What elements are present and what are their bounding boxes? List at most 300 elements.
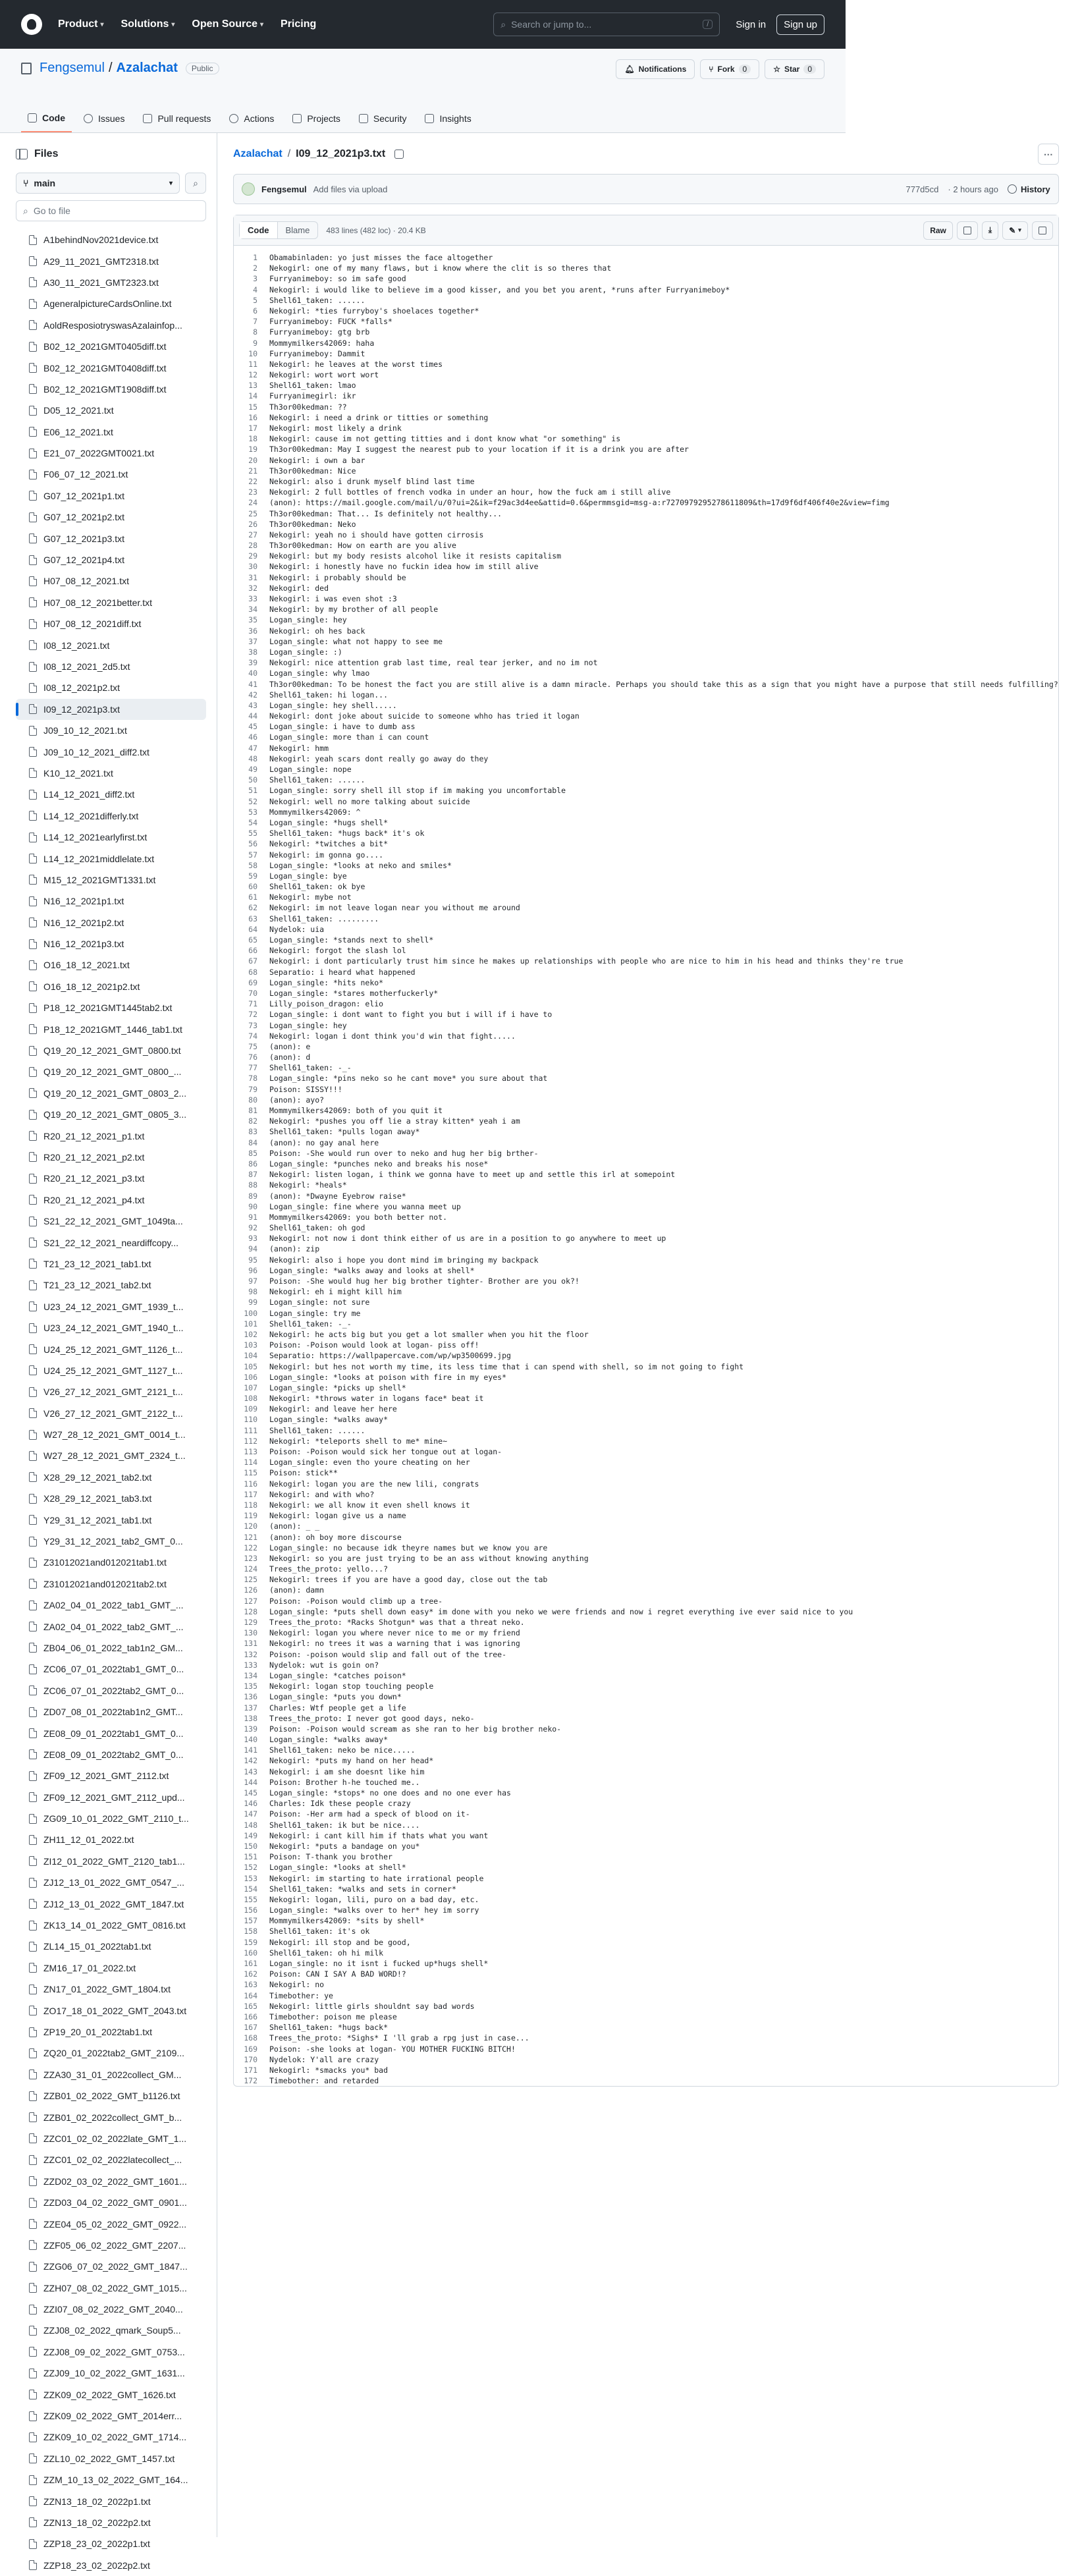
file-tree-item[interactable] (16, 1595, 206, 1616)
line-number[interactable]: 140 (244, 1735, 257, 1745)
file-tree-item[interactable] (16, 422, 206, 443)
file-tree-item[interactable] (16, 891, 206, 912)
line-number[interactable]: 82 (248, 1116, 257, 1126)
line-number[interactable]: 161 (244, 1959, 257, 1968)
file-tree-item[interactable] (16, 912, 206, 933)
file-tree-item[interactable] (16, 613, 206, 634)
file-tree-item[interactable] (16, 2448, 206, 2469)
github-logo-icon[interactable] (21, 14, 42, 35)
line-number[interactable]: 39 (248, 658, 257, 668)
line-number[interactable]: 114 (244, 1458, 257, 1467)
file-tree-item[interactable] (16, 592, 206, 613)
file-tree-item[interactable] (16, 400, 206, 421)
line-number[interactable]: 16 (248, 412, 257, 422)
line-number[interactable]: 12 (248, 370, 257, 380)
line-number[interactable]: 103 (244, 1340, 257, 1350)
line-number[interactable]: 76 (248, 1053, 257, 1062)
line-number[interactable]: 31 (248, 572, 257, 582)
file-tree-item[interactable] (16, 2171, 206, 2192)
line-number[interactable]: 88 (248, 1180, 257, 1190)
tab-security[interactable] (352, 106, 414, 132)
tab-code[interactable] (21, 106, 72, 132)
line-number[interactable]: 91 (248, 1212, 257, 1222)
line-number[interactable]: 54 (248, 817, 257, 827)
file-tree-item[interactable] (16, 1061, 206, 1082)
line-number[interactable]: 146 (244, 1799, 257, 1809)
line-number[interactable]: 116 (244, 1479, 257, 1489)
file-tree-item[interactable] (16, 1104, 206, 1125)
file-tree-item[interactable] (16, 1958, 206, 1979)
line-number[interactable]: 150 (244, 1841, 257, 1851)
line-number[interactable]: 43 (248, 700, 257, 710)
line-number[interactable]: 14 (248, 391, 257, 401)
file-tree-item[interactable] (16, 1851, 206, 1872)
symbols-panel-button[interactable] (1032, 221, 1053, 240)
search-files-button[interactable] (185, 173, 206, 194)
file-tree-item[interactable] (16, 2106, 206, 2127)
line-number[interactable]: 95 (248, 1255, 257, 1265)
line-number[interactable]: 61 (248, 892, 257, 902)
line-number[interactable]: 32 (248, 583, 257, 593)
line-number[interactable]: 28 (248, 541, 257, 551)
line-number[interactable]: 84 (248, 1137, 257, 1147)
line-number[interactable]: 168 (244, 2033, 257, 2043)
file-tree-item[interactable] (16, 1787, 206, 1808)
line-number[interactable]: 85 (248, 1148, 257, 1158)
file-tree-item[interactable] (16, 763, 206, 784)
line-number[interactable]: 67 (248, 956, 257, 966)
line-number[interactable]: 18 (248, 434, 257, 444)
line-number[interactable]: 120 (244, 1521, 257, 1531)
line-number[interactable]: 72 (248, 1010, 257, 1020)
line-number[interactable]: 123 (244, 1553, 257, 1563)
line-number[interactable]: 149 (244, 1830, 257, 1840)
line-number[interactable]: 117 (244, 1489, 257, 1499)
file-tree-item[interactable] (16, 1360, 206, 1381)
line-number[interactable]: 108 (244, 1394, 257, 1404)
code-view-tab[interactable]: Code (240, 222, 278, 238)
line-number[interactable]: 79 (248, 1084, 257, 1094)
file-tree-item[interactable] (16, 1531, 206, 1552)
file-tree-item[interactable] (16, 443, 206, 464)
file-tree-item[interactable] (16, 1637, 206, 1658)
file-tree-item[interactable] (16, 1040, 206, 1061)
file-tree-item[interactable] (16, 976, 206, 997)
file-tree-item[interactable] (16, 1232, 206, 1253)
line-number[interactable]: 3 (253, 274, 257, 284)
file-tree-item[interactable] (16, 2426, 206, 2448)
file-tree-item[interactable] (16, 1509, 206, 1530)
line-number[interactable]: 1 (253, 253, 257, 262)
line-number[interactable]: 164 (244, 1990, 257, 2000)
line-number[interactable]: 152 (244, 1863, 257, 1873)
file-tree-item[interactable] (16, 1808, 206, 1829)
copy-path-icon[interactable] (394, 150, 404, 159)
history-button[interactable] (1008, 184, 1050, 194)
file-tree-item[interactable] (16, 1658, 206, 1680)
line-number[interactable]: 5 (253, 295, 257, 305)
sidebar-collapse-icon[interactable] (16, 149, 28, 159)
line-number[interactable]: 129 (244, 1618, 257, 1627)
file-tree-item[interactable] (16, 2384, 206, 2405)
file-tree-item[interactable] (16, 1915, 206, 1936)
file-tree-item[interactable] (16, 869, 206, 891)
line-number[interactable]: 34 (248, 605, 257, 615)
line-number[interactable]: 87 (248, 1170, 257, 1180)
file-tree-item[interactable] (16, 1296, 206, 1317)
line-number[interactable]: 6 (253, 306, 257, 315)
line-number[interactable]: 172 (244, 2076, 257, 2086)
file-tree-item[interactable] (16, 1083, 206, 1104)
line-number[interactable]: 10 (248, 348, 257, 358)
line-number[interactable]: 145 (244, 1788, 257, 1797)
line-number[interactable]: 80 (248, 1095, 257, 1105)
nav-open-source[interactable] (192, 18, 263, 30)
line-number[interactable]: 101 (244, 1319, 257, 1329)
line-number[interactable]: 107 (244, 1383, 257, 1392)
file-tree-item[interactable] (16, 720, 206, 741)
file-tree-item[interactable] (16, 507, 206, 528)
line-number[interactable]: 141 (244, 1745, 257, 1755)
line-number[interactable]: 132 (244, 1649, 257, 1659)
file-tree-item[interactable] (16, 699, 206, 720)
line-number[interactable]: 89 (248, 1191, 257, 1201)
line-number[interactable]: 30 (248, 562, 257, 572)
line-number[interactable]: 83 (248, 1127, 257, 1137)
file-tree-item[interactable] (16, 1168, 206, 1189)
line-number[interactable]: 49 (248, 765, 257, 774)
line-number[interactable]: 93 (248, 1234, 257, 1244)
line-number[interactable]: 50 (248, 775, 257, 785)
line-number[interactable]: 71 (248, 999, 257, 1009)
file-tree-item[interactable] (16, 2490, 206, 2511)
file-tree-item[interactable] (16, 2042, 206, 2064)
file-tree-item[interactable] (16, 848, 206, 869)
file-tree-item[interactable] (16, 1274, 206, 1296)
line-number[interactable]: 56 (248, 839, 257, 849)
line-number[interactable]: 119 (244, 1511, 257, 1521)
copy-raw-button[interactable] (957, 221, 978, 240)
line-number[interactable]: 11 (248, 359, 257, 369)
line-number[interactable]: 160 (244, 1948, 257, 1958)
line-number[interactable]: 151 (244, 1852, 257, 1862)
line-number[interactable]: 111 (244, 1425, 257, 1435)
line-number[interactable]: 33 (248, 594, 257, 603)
file-tree-item[interactable] (16, 1402, 206, 1423)
line-number[interactable]: 153 (244, 1873, 257, 1883)
file-tree-item[interactable] (16, 2278, 206, 2299)
line-number[interactable]: 159 (244, 1937, 257, 1947)
tab-projects[interactable] (286, 106, 347, 132)
fork-button[interactable] (700, 59, 759, 79)
line-number[interactable]: 48 (248, 754, 257, 763)
line-number[interactable]: 8 (253, 327, 257, 337)
line-number[interactable]: 62 (248, 903, 257, 913)
line-number[interactable]: 118 (244, 1500, 257, 1510)
file-tree-item[interactable] (16, 1979, 206, 2000)
file-tree-item[interactable] (16, 2342, 206, 2363)
blame-view-tab[interactable]: Blame (285, 225, 310, 235)
line-number[interactable]: 47 (248, 743, 257, 753)
line-number[interactable]: 40 (248, 669, 257, 678)
file-tree-item[interactable] (16, 2512, 206, 2533)
file-tree-item[interactable] (16, 1722, 206, 1743)
line-number[interactable]: 51 (248, 786, 257, 796)
file-tree-item[interactable] (16, 2299, 206, 2320)
commit-hash[interactable]: 777d5cd (905, 184, 939, 194)
file-tree-item[interactable] (16, 2085, 206, 2106)
file-tree-item[interactable] (16, 2555, 206, 2576)
line-number[interactable]: 64 (248, 924, 257, 934)
line-number[interactable]: 147 (244, 1809, 257, 1819)
file-tree-item[interactable] (16, 1872, 206, 1893)
line-number[interactable]: 121 (244, 1532, 257, 1542)
file-tree-item[interactable] (16, 1445, 206, 1466)
line-number[interactable]: 75 (248, 1041, 257, 1051)
line-number[interactable]: 58 (248, 860, 257, 870)
line-number[interactable]: 45 (248, 722, 257, 732)
line-number[interactable]: 104 (244, 1351, 257, 1361)
line-number[interactable]: 115 (244, 1468, 257, 1478)
notifications-button[interactable] (616, 59, 695, 79)
line-number[interactable]: 100 (244, 1308, 257, 1318)
file-tree-item[interactable] (16, 1893, 206, 1914)
file-tree-item[interactable] (16, 1190, 206, 1211)
commit-author[interactable]: Fengsemul (261, 184, 307, 194)
file-tree-item[interactable] (16, 2192, 206, 2213)
file-tree-item[interactable] (16, 1488, 206, 1509)
file-tree-item[interactable] (16, 784, 206, 805)
line-number[interactable]: 90 (248, 1201, 257, 1211)
file-tree-item[interactable] (16, 549, 206, 570)
file-tree-item[interactable] (16, 2213, 206, 2234)
tab-pull-requests[interactable] (136, 106, 217, 132)
sign-in-link[interactable]: Sign in (736, 18, 767, 30)
repo-name-link[interactable]: Azalachat (116, 61, 178, 75)
line-number[interactable]: 2 (253, 263, 257, 273)
line-number[interactable]: 165 (244, 2001, 257, 2011)
file-tree-item[interactable] (16, 336, 206, 357)
file-tree-item[interactable] (16, 2064, 206, 2085)
line-number[interactable]: 169 (244, 2044, 257, 2054)
file-tree-item[interactable] (16, 1253, 206, 1274)
line-number[interactable]: 127 (244, 1596, 257, 1606)
file-tree-item[interactable] (16, 1701, 206, 1722)
nav-solutions[interactable] (121, 18, 175, 30)
line-number[interactable]: 139 (244, 1724, 257, 1734)
line-number[interactable]: 13 (248, 381, 257, 391)
line-number[interactable]: 148 (244, 1820, 257, 1830)
line-number[interactable]: 162 (244, 1969, 257, 1979)
line-number[interactable]: 171 (244, 2065, 257, 2075)
sign-up-button[interactable]: Sign up (776, 14, 824, 35)
line-number[interactable]: 112 (244, 1436, 257, 1446)
line-number[interactable]: 24 (248, 498, 257, 508)
file-tree-item[interactable] (16, 997, 206, 1018)
line-number[interactable]: 86 (248, 1159, 257, 1168)
line-number[interactable]: 157 (244, 1916, 257, 1926)
file-tree-item[interactable] (16, 250, 206, 271)
file-tree-item[interactable] (16, 677, 206, 698)
file-tree-item[interactable] (16, 1018, 206, 1039)
file-tree-item[interactable] (16, 2235, 206, 2256)
file-tree-item[interactable] (16, 933, 206, 954)
file-tree-item[interactable] (16, 570, 206, 591)
line-number[interactable]: 110 (244, 1415, 257, 1425)
line-number[interactable]: 35 (248, 615, 257, 625)
file-tree-item[interactable] (16, 806, 206, 827)
file-tree-item[interactable] (16, 1424, 206, 1445)
file-tree-item[interactable] (16, 2533, 206, 2554)
line-number[interactable]: 68 (248, 967, 257, 977)
file-tree-item[interactable] (16, 656, 206, 677)
line-number[interactable]: 142 (244, 1756, 257, 1766)
line-number[interactable]: 154 (244, 1884, 257, 1894)
go-to-file-input[interactable] (16, 200, 206, 221)
line-number[interactable]: 9 (253, 338, 257, 348)
file-tree-item[interactable] (16, 229, 206, 250)
repo-owner-link[interactable]: Fengsemul (40, 61, 105, 75)
file-tree-item[interactable] (16, 2405, 206, 2426)
more-options-button[interactable]: ⋯ (1038, 144, 1059, 165)
line-number[interactable]: 92 (248, 1223, 257, 1233)
line-number[interactable]: 36 (248, 626, 257, 636)
commit-message[interactable]: Add files via upload (313, 184, 388, 194)
file-tree-item[interactable] (16, 954, 206, 975)
line-number[interactable]: 17 (248, 424, 257, 433)
line-number[interactable]: 163 (244, 1980, 257, 1990)
line-number[interactable]: 144 (244, 1777, 257, 1787)
line-number[interactable]: 52 (248, 796, 257, 806)
raw-button[interactable]: Raw (923, 221, 953, 240)
line-number[interactable]: 97 (248, 1276, 257, 1286)
line-number[interactable]: 81 (248, 1106, 257, 1115)
line-number[interactable]: 27 (248, 530, 257, 539)
file-tree-item[interactable] (16, 1680, 206, 1701)
file-tree-item[interactable] (16, 2363, 206, 2384)
line-number[interactable]: 158 (244, 1927, 257, 1936)
line-number[interactable]: 55 (248, 829, 257, 838)
line-number[interactable]: 124 (244, 1564, 257, 1574)
line-number[interactable]: 25 (248, 508, 257, 518)
line-number[interactable]: 133 (244, 1660, 257, 1670)
line-number[interactable]: 102 (244, 1329, 257, 1339)
line-number[interactable]: 60 (248, 882, 257, 892)
file-tree-item[interactable] (16, 1338, 206, 1359)
line-number[interactable]: 131 (244, 1639, 257, 1649)
line-number[interactable]: 170 (244, 2054, 257, 2064)
file-tree-item[interactable] (16, 293, 206, 314)
file-tree-item[interactable] (16, 2469, 206, 2490)
file-tree-item[interactable] (16, 1125, 206, 1146)
file-tree-item[interactable] (16, 528, 206, 549)
line-number[interactable]: 125 (244, 1575, 257, 1585)
line-number[interactable]: 57 (248, 850, 257, 860)
line-number[interactable]: 19 (248, 445, 257, 454)
line-number[interactable]: 66 (248, 946, 257, 956)
file-tree-item[interactable] (16, 741, 206, 762)
avatar[interactable] (242, 182, 255, 196)
line-number[interactable]: 130 (244, 1628, 257, 1638)
file-tree-item[interactable] (16, 2000, 206, 2021)
nav-product[interactable] (58, 18, 103, 30)
line-number[interactable]: 26 (248, 519, 257, 529)
line-number[interactable]: 15 (248, 402, 257, 412)
file-tree-item[interactable] (16, 464, 206, 485)
file-tree-item[interactable] (16, 1829, 206, 1850)
file-tree-item[interactable] (16, 1552, 206, 1573)
line-number[interactable]: 138 (244, 1713, 257, 1723)
file-tree-item[interactable] (16, 2021, 206, 2042)
file-tree-item[interactable] (16, 1574, 206, 1595)
line-number[interactable]: 96 (248, 1265, 257, 1275)
file-tree-item[interactable] (16, 315, 206, 336)
line-number[interactable]: 166 (244, 2012, 257, 2021)
line-number[interactable]: 167 (244, 2023, 257, 2033)
file-tree-item[interactable] (16, 272, 206, 293)
tab-actions[interactable] (223, 106, 281, 132)
line-number[interactable]: 94 (248, 1244, 257, 1254)
line-number[interactable]: 126 (244, 1585, 257, 1595)
line-number[interactable]: 41 (248, 679, 257, 689)
line-number[interactable]: 20 (248, 455, 257, 465)
file-tree-item[interactable] (16, 1381, 206, 1402)
breadcrumb-repo-link[interactable]: Azalachat (233, 148, 283, 159)
file-tree-item[interactable] (16, 2256, 206, 2277)
line-number[interactable]: 143 (244, 1767, 257, 1776)
file-tree-item[interactable] (16, 1317, 206, 1338)
line-number[interactable]: 77 (248, 1063, 257, 1073)
file-tree-item[interactable] (16, 2149, 206, 2170)
file-tree-item[interactable] (16, 634, 206, 655)
line-number[interactable]: 38 (248, 647, 257, 657)
branch-selector[interactable] (16, 173, 180, 194)
line-number[interactable]: 99 (248, 1298, 257, 1307)
line-number[interactable]: 137 (244, 1703, 257, 1713)
line-number[interactable]: 155 (244, 1894, 257, 1904)
line-number[interactable]: 70 (248, 988, 257, 998)
line-number[interactable]: 65 (248, 935, 257, 945)
line-number[interactable]: 74 (248, 1031, 257, 1041)
line-number[interactable]: 156 (244, 1905, 257, 1915)
file-tree-item[interactable] (16, 1147, 206, 1168)
file-tree-item[interactable] (16, 1211, 206, 1232)
line-number[interactable]: 42 (248, 690, 257, 699)
line-number[interactable]: 109 (244, 1404, 257, 1414)
line-number[interactable]: 29 (248, 551, 257, 561)
file-tree-item[interactable] (16, 2128, 206, 2149)
line-number[interactable]: 128 (244, 1606, 257, 1616)
line-number[interactable]: 69 (248, 977, 257, 987)
line-number[interactable]: 73 (248, 1020, 257, 1030)
tab-issues[interactable] (77, 106, 131, 132)
line-number[interactable]: 21 (248, 466, 257, 476)
line-number[interactable]: 134 (244, 1670, 257, 1680)
line-number[interactable]: 22 (248, 476, 257, 486)
file-tree-item[interactable] (16, 2320, 206, 2341)
file-tree-item[interactable] (16, 827, 206, 848)
line-number[interactable]: 98 (248, 1287, 257, 1297)
line-number[interactable]: 37 (248, 636, 257, 646)
file-tree-item[interactable] (16, 1765, 206, 1786)
file-tree-item[interactable] (16, 379, 206, 400)
nav-pricing[interactable] (281, 18, 316, 30)
line-number[interactable]: 53 (248, 807, 257, 817)
download-button[interactable] (982, 221, 998, 240)
star-button[interactable] (765, 59, 824, 79)
line-number[interactable]: 23 (248, 487, 257, 497)
line-number[interactable]: 63 (248, 914, 257, 923)
